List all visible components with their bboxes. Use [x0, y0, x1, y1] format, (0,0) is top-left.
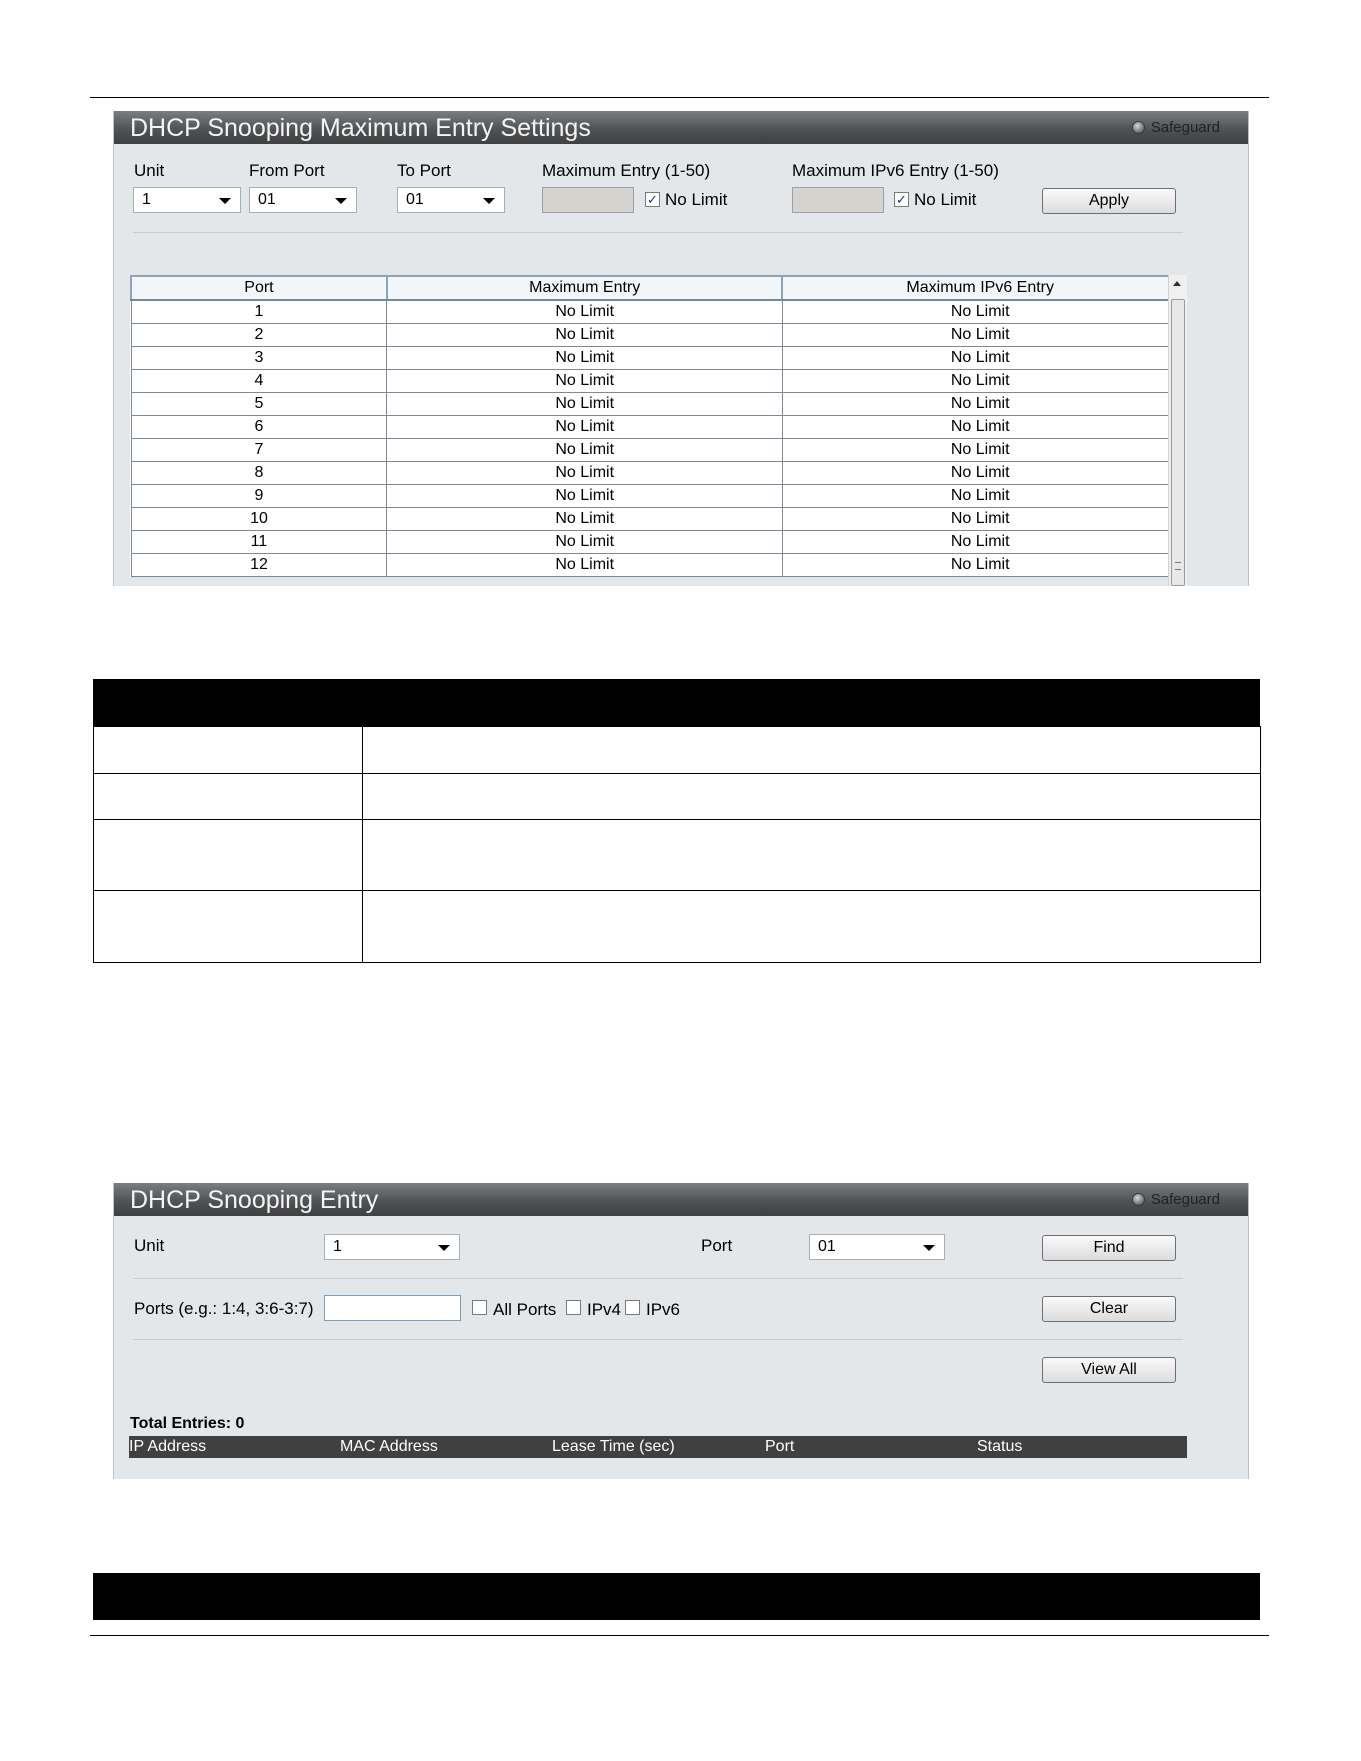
all-ports-checkbox[interactable] — [472, 1300, 487, 1315]
panel-title: DHCP Snooping Entry — [130, 1186, 379, 1214]
max-ipv6-entry-cell: No Limit — [782, 531, 1178, 554]
max-entry-cell: No Limit — [387, 300, 783, 324]
max-ipv6-entry-cell: No Limit — [782, 508, 1178, 531]
table-row[interactable] — [131, 462, 1178, 485]
col-header-port[interactable]: Port — [131, 276, 387, 300]
max-ipv6-entry-cell: No Limit — [782, 416, 1178, 439]
scroll-up-icon[interactable] — [1173, 281, 1181, 286]
max-entry-cell: No Limit — [387, 324, 783, 347]
max-ipv6-entry-cell: No Limit — [782, 324, 1178, 347]
page-top-rule — [90, 97, 1269, 98]
max-ipv6-entry-cell: No Limit — [782, 370, 1178, 393]
unit-label: Unit — [134, 161, 165, 180]
max-entry-cell: No Limit — [387, 508, 783, 531]
unit-select[interactable] — [133, 187, 241, 213]
from-port-select-value: 01 — [258, 191, 276, 208]
safeguard-indicator[interactable] — [1132, 1191, 1220, 1208]
port-cell: 6 — [131, 416, 387, 439]
safeguard-led-icon — [1132, 1193, 1145, 1206]
table-row[interactable] — [131, 439, 1178, 462]
port-cell: 4 — [131, 370, 387, 393]
port-label: Port — [701, 1236, 733, 1255]
table-row[interactable] — [131, 485, 1178, 508]
max-entry-cell: No Limit — [387, 531, 783, 554]
table-row[interactable] — [131, 554, 1178, 577]
from-port-select[interactable] — [249, 187, 357, 213]
max-entry-cell: No Limit — [387, 554, 783, 577]
ipv6-checkbox[interactable] — [625, 1300, 640, 1315]
port-select-value: 01 — [818, 1238, 836, 1255]
apply-button[interactable]: Apply — [1042, 188, 1176, 214]
table-row — [94, 727, 1261, 774]
port-cell: 12 — [131, 554, 387, 577]
no-limit-checkbox[interactable]: ✓ — [645, 192, 660, 207]
max-ipv6-entry-label: Maximum IPv6 Entry (1-50) — [792, 161, 999, 180]
table-row — [94, 891, 1261, 963]
max-entry-input[interactable] — [542, 187, 634, 213]
dhcp-snooping-entry-panel — [113, 1183, 1249, 1479]
find-button[interactable]: Find — [1042, 1235, 1176, 1261]
max-ipv6-entry-cell: No Limit — [782, 439, 1178, 462]
description-table-2-header — [93, 1573, 1260, 1620]
table-row[interactable] — [131, 531, 1178, 554]
chevron-down-icon — [219, 198, 231, 204]
unit-select-value: 1 — [333, 1238, 342, 1255]
table-row[interactable] — [131, 393, 1178, 416]
to-port-select-value: 01 — [406, 191, 424, 208]
max-entry-cell: No Limit — [387, 439, 783, 462]
col-header-status: Status — [977, 1438, 1023, 1455]
max-entry-label: Maximum Entry (1-50) — [542, 161, 711, 180]
entries-table-header — [129, 1436, 1187, 1458]
panel-title: DHCP Snooping Maximum Entry Settings — [130, 114, 591, 142]
safeguard-indicator[interactable] — [1132, 119, 1220, 136]
no-limit-label: No Limit — [665, 190, 728, 209]
clear-button[interactable]: Clear — [1042, 1296, 1176, 1322]
ipv6-label: IPv6 — [646, 1300, 681, 1319]
table-row[interactable] — [131, 300, 1178, 324]
max-ipv6-entry-cell: No Limit — [782, 393, 1178, 416]
col-header-ip-address: IP Address — [129, 1438, 207, 1455]
total-entries: Total Entries: 0 — [130, 1415, 245, 1432]
panel-header — [114, 111, 1248, 144]
page-bottom-rule — [90, 1635, 1269, 1636]
safeguard-led-icon — [1132, 121, 1145, 134]
all-ports-label: All Ports — [493, 1300, 557, 1319]
col-header-max-entry[interactable]: Maximum Entry — [387, 276, 783, 300]
max-entry-cell: No Limit — [387, 370, 783, 393]
chevron-down-icon — [923, 1245, 935, 1251]
unit-select-value: 1 — [142, 191, 151, 208]
view-all-button[interactable]: View All — [1042, 1357, 1176, 1383]
unit-select[interactable] — [324, 1234, 460, 1260]
to-port-label: To Port — [397, 161, 451, 180]
max-ipv6-entry-cell: No Limit — [782, 485, 1178, 508]
divider — [133, 232, 1183, 233]
max-entry-cell: No Limit — [387, 485, 783, 508]
unit-label: Unit — [134, 1236, 165, 1255]
port-cell: 10 — [131, 508, 387, 531]
table-row[interactable] — [131, 370, 1178, 393]
port-cell: 5 — [131, 393, 387, 416]
table-row[interactable] — [131, 416, 1178, 439]
table-row[interactable] — [131, 508, 1178, 531]
table-row — [94, 820, 1261, 891]
col-header-port: Port — [765, 1438, 795, 1455]
table-row[interactable] — [131, 324, 1178, 347]
ports-input[interactable] — [324, 1295, 461, 1321]
port-cell: 2 — [131, 324, 387, 347]
port-select[interactable] — [809, 1234, 945, 1260]
port-cell: 3 — [131, 347, 387, 370]
from-port-label: From Port — [249, 161, 325, 180]
max-entry-table — [130, 275, 1179, 577]
to-port-select[interactable] — [397, 187, 505, 213]
divider — [133, 1339, 1183, 1340]
ports-label: Ports (e.g.: 1:4, 3:6-3:7) — [134, 1299, 314, 1318]
port-cell: 11 — [131, 531, 387, 554]
max-entry-cell: No Limit — [387, 393, 783, 416]
ipv4-checkbox[interactable] — [566, 1300, 581, 1315]
grip-icon — [1175, 562, 1181, 570]
table-row — [94, 774, 1261, 820]
no-limit-ipv6-label: No Limit — [914, 190, 977, 209]
max-ipv6-entry-cell: No Limit — [782, 347, 1178, 370]
no-limit-ipv6-checkbox[interactable]: ✓ — [894, 192, 909, 207]
max-entry-cell: No Limit — [387, 416, 783, 439]
max-ipv6-entry-cell: No Limit — [782, 554, 1178, 577]
col-header-max-ipv6-entry[interactable]: Maximum IPv6 Entry — [782, 276, 1178, 300]
table-row[interactable] — [131, 347, 1178, 370]
port-cell: 1 — [131, 300, 387, 324]
max-entry-cell: No Limit — [387, 347, 783, 370]
table-scrollbar[interactable] — [1168, 275, 1187, 586]
col-header-mac-address: MAC Address — [340, 1438, 438, 1455]
port-cell: 8 — [131, 462, 387, 485]
panel-header — [114, 1183, 1248, 1216]
col-header-lease-time: Lease Time (sec) — [552, 1438, 675, 1455]
max-ipv6-entry-cell: No Limit — [782, 300, 1178, 324]
safeguard-label: Safeguard — [1150, 119, 1220, 136]
description-table-header — [93, 679, 1260, 726]
max-ipv6-entry-cell: No Limit — [782, 462, 1178, 485]
scroll-thumb[interactable] — [1171, 299, 1185, 586]
max-entry-cell: No Limit — [387, 462, 783, 485]
chevron-down-icon — [438, 1245, 450, 1251]
ipv4-label: IPv4 — [587, 1300, 622, 1319]
divider — [133, 1278, 1183, 1279]
chevron-down-icon — [335, 198, 347, 204]
description-table — [93, 726, 1261, 963]
max-entry-settings-panel — [113, 111, 1249, 586]
port-cell: 9 — [131, 485, 387, 508]
table-header-row — [131, 276, 1178, 300]
port-cell: 7 — [131, 439, 387, 462]
chevron-down-icon — [483, 198, 495, 204]
max-ipv6-entry-input[interactable] — [792, 187, 884, 213]
safeguard-label: Safeguard — [1150, 1191, 1220, 1208]
